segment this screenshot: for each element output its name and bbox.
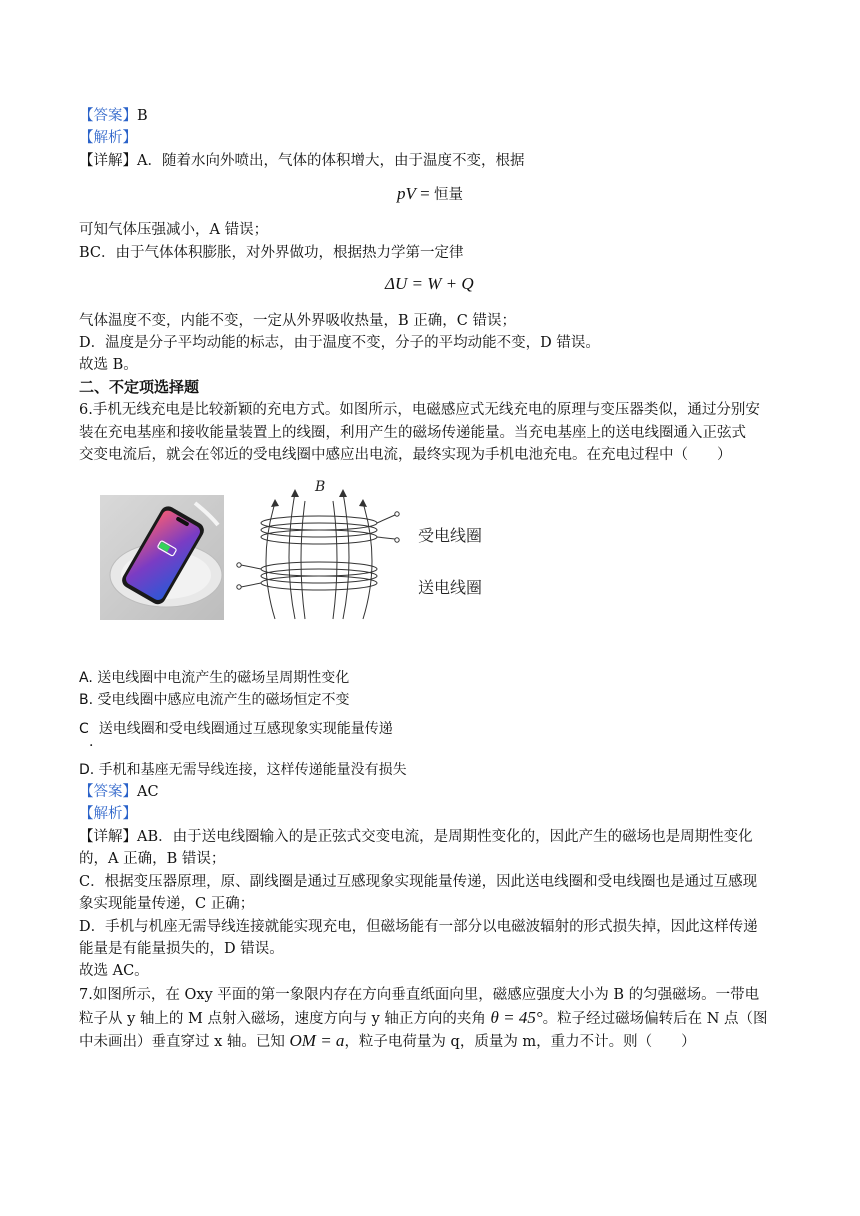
- field-line: [289, 493, 295, 619]
- sender-coil-label: 送电线圈: [418, 578, 483, 597]
- analysis-tag: 【解析】: [79, 130, 137, 146]
- q7-stem-3-a: 中未画出）垂直穿过 x 轴。已知: [79, 1034, 290, 1050]
- answer-tag: 【答案】: [79, 108, 137, 124]
- q7-stem-2: [79, 1008, 768, 1029]
- answer-value: AC: [137, 784, 159, 800]
- q6-answer-line: [79, 782, 159, 802]
- formula-eq: =: [420, 184, 430, 203]
- option-c-dot: ·: [89, 738, 94, 754]
- q5-detail-d: D．温度是分子平均动能的标志，由于温度不变，分子的平均动能不变，D 错误。: [79, 335, 600, 351]
- receiver-coil-label: 受电线圈: [418, 526, 483, 545]
- formula-rhs: 恒量: [433, 187, 463, 203]
- q6-detail-d-1: D．手机与机座无需导线连接就能实现充电，但磁场能有一部分以电磁波辐射的形式损失掉，因此这样传递: [79, 919, 758, 935]
- section-heading: 二、不定项选择题: [79, 378, 200, 396]
- formula-lhs: pV: [397, 184, 416, 203]
- detail-text: A．随着水向外喷出，气体的体积增大，由于温度不变，根据: [137, 153, 525, 169]
- q5-detail-a: [79, 151, 524, 171]
- formula-first-law: ΔU = W + Q: [385, 274, 474, 293]
- q5-answer-line: [79, 106, 148, 126]
- q6-detail-c-2: 象实现能量传递，C 正确；: [79, 896, 255, 912]
- q7-stem-3: [79, 1031, 696, 1052]
- q6-stem-2: 装在充电基座和接收能量装置上的线圈，利用产生的磁场传递能量。当充电基座上的送电线圈通入正弦式: [79, 425, 746, 441]
- arrow-head: [291, 489, 299, 497]
- wireless-charger-photo: [100, 495, 224, 620]
- q5-detail-bc: BC．由于气体体积膨胀，对外界做功，根据热力学第一定律: [79, 245, 464, 261]
- analysis-tag: 【解析】: [79, 806, 137, 822]
- detail-tag: 【详解】: [79, 153, 137, 169]
- q7-stem-3-b: ，粒子电荷量为 q，质量为 m，重力不计。则（ ）: [344, 1034, 696, 1050]
- q6-detail-ab-2: 的，A 正确，B 错误；: [79, 851, 226, 867]
- option-d: D. 手机和基座无需导线连接，这样传递能量没有损失: [79, 762, 407, 778]
- q6-figure: [100, 479, 520, 635]
- q6-stem-1: 6.手机无线充电是比较新颖的充电方式。如图所示，电磁感应式无线充电的原理与变压器类似，通过分别安: [79, 402, 760, 418]
- q6-detail-d-2: 能量是有能量损失的，D 错误。: [79, 941, 284, 957]
- coil-diagram: [235, 479, 415, 629]
- angle-formula: θ = 45°: [490, 1008, 543, 1027]
- option-c-letter: C: [79, 721, 89, 737]
- q7-stem-2-a: 粒子从 y 轴上的 M 点射入磁场，速度方向与 y 轴正方向的夹角: [79, 1011, 491, 1027]
- answer-value: B: [137, 108, 148, 124]
- detail-text: AB．由于送电线圈输入的是正弦式交变电流，是周期性变化的，因此产生的磁场也是周期性变化: [137, 829, 753, 845]
- q6-conclusion: 故选 AC。: [79, 963, 149, 979]
- q7-stem-2-b: 。粒子经过磁场偏转后在 N 点（图: [542, 1011, 768, 1027]
- answer-tag: 【答案】: [79, 784, 137, 800]
- detail-tag: 【详解】: [79, 829, 137, 845]
- option-c: [79, 719, 393, 739]
- q5-conclusion: 故选 B。: [79, 357, 138, 373]
- om-formula: OM = a: [289, 1031, 345, 1050]
- q5-detail-a2: 可知气体压强减小，A 错误；: [79, 222, 269, 238]
- charger-phone-illustration: [100, 495, 224, 620]
- option-c-text: 送电线圈和受电线圈通过互感现象实现能量传递: [98, 721, 393, 737]
- field-label-b: B: [315, 479, 326, 495]
- q5-detail-bc2: 气体温度不变，内能不变，一定从外界吸收热量，B 正确，C 错误；: [79, 313, 516, 329]
- option-a: A. 送电线圈中电流产生的磁场呈周期性变化: [79, 670, 350, 686]
- option-b: B. 受电线圈中感应电流产生的磁场恒定不变: [79, 692, 350, 708]
- q7-stem-1: 7.如图所示，在 Oxy 平面的第一象限内存在方向垂直纸面向里，磁感应强度大小为 B 的匀强磁场。一带电: [79, 987, 760, 1003]
- q6-stem-3: 交变电流后，就会在邻近的受电线圈中感应出电流，最终实现为手机电池充电。在充电过程中（ ）: [79, 447, 732, 463]
- q6-detail-ab-1: [79, 827, 753, 847]
- formula-pv: [397, 183, 463, 204]
- q6-detail-c-1: C．根据变压器原理，原、副线圈是通过互感现象实现能量传递，因此送电线圈和受电线圈也是通过互感现: [79, 874, 758, 890]
